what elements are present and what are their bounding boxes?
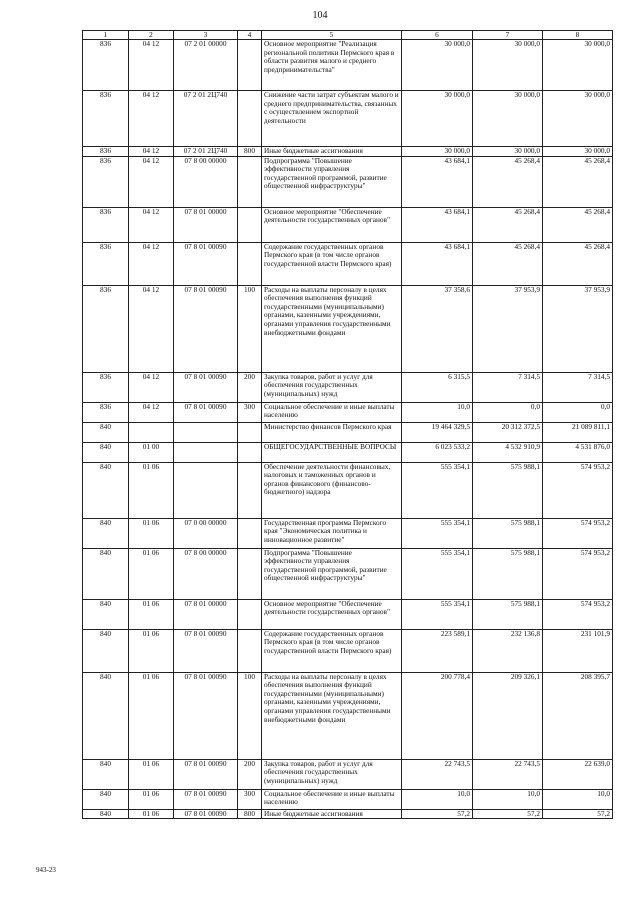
- cell-amount-year3: 0,0: [543, 402, 613, 422]
- cell-admin-code: 840: [83, 789, 129, 809]
- cell-amount-year3: 4 531 876,0: [543, 442, 613, 462]
- cell-expense-type: [238, 242, 262, 285]
- column-header: 7: [473, 31, 543, 40]
- cell-item-name: Основное мероприятие "Обеспечение деятельности государственных органов": [262, 599, 402, 629]
- cell-item-name: Содержание государственных органов Пермского края (в том числе органов государственной власти Пермского края): [262, 242, 402, 285]
- cell-target-article: 07 8 01 00000: [174, 207, 238, 242]
- table-row: [83, 789, 613, 809]
- page-number: 104: [312, 10, 328, 21]
- cell-amount-year1: 6 023 533,2: [402, 442, 473, 462]
- cell-target-article: 07 8 00 00000: [174, 156, 238, 207]
- cell-amount-year1: 22 743,5: [402, 759, 473, 789]
- cell-amount-year2: 232 136,8: [473, 629, 543, 672]
- cell-item-name: Подпрограмма "Повышение эффективности управления государственной программой, развитие общественной инфраструктуры": [262, 156, 402, 207]
- cell-expense-type: [238, 91, 262, 147]
- cell-amount-year1: 43 684,1: [402, 207, 473, 242]
- cell-item-name: Государственная программа Пермского края "Экономическая политика и инновационное развитие": [262, 518, 402, 548]
- cell-expense-type: [238, 207, 262, 242]
- cell-item-name: Подпрограмма "Повышение эффективности управления государственной программой, развитие общественной инфраструктуры": [262, 548, 402, 599]
- table-row: [83, 147, 613, 157]
- cell-amount-year3: 574 953,2: [543, 599, 613, 629]
- cell-amount-year3: 10,0: [543, 789, 613, 809]
- cell-admin-code: 840: [83, 442, 129, 462]
- table-row: [83, 242, 613, 285]
- cell-section-code: 04 12: [129, 147, 174, 157]
- cell-amount-year1: 555 354,1: [402, 518, 473, 548]
- cell-amount-year1: 30 000,0: [402, 91, 473, 147]
- cell-expense-type: [238, 548, 262, 599]
- cell-target-article: 07 8 01 00090: [174, 809, 238, 819]
- cell-amount-year3: 574 953,2: [543, 518, 613, 548]
- cell-amount-year1: 37 358,6: [402, 285, 473, 372]
- cell-section-code: 01 06: [129, 789, 174, 809]
- cell-amount-year2: 20 312 372,5: [473, 422, 543, 442]
- cell-amount-year3: 57,2: [543, 809, 613, 819]
- cell-amount-year2: 575 988,1: [473, 599, 543, 629]
- cell-amount-year3: 45 268,4: [543, 242, 613, 285]
- cell-admin-code: 836: [83, 285, 129, 372]
- cell-section-code: 04 12: [129, 402, 174, 422]
- cell-amount-year1: 223 589,1: [402, 629, 473, 672]
- cell-admin-code: 840: [83, 629, 129, 672]
- cell-section-code: 01 06: [129, 518, 174, 548]
- cell-expense-type: [238, 40, 262, 91]
- footer-code: 943-23: [36, 866, 56, 874]
- cell-expense-type: [238, 599, 262, 629]
- cell-item-name: Основное мероприятие "Обеспечение деятельности государственных органов": [262, 207, 402, 242]
- cell-admin-code: 840: [83, 809, 129, 819]
- cell-target-article: 07 8 01 00090: [174, 759, 238, 789]
- table-row: [83, 462, 613, 518]
- cell-amount-year1: 30 000,0: [402, 147, 473, 157]
- cell-amount-year3: 231 101,9: [543, 629, 613, 672]
- cell-item-name: ОБЩЕГОСУДАРСТВЕННЫЕ ВОПРОСЫ: [262, 442, 402, 462]
- cell-admin-code: 840: [83, 599, 129, 629]
- cell-amount-year2: 57,2: [473, 809, 543, 819]
- cell-section-code: 01 06: [129, 672, 174, 759]
- cell-expense-type: 100: [238, 285, 262, 372]
- cell-section-code: 01 00: [129, 442, 174, 462]
- cell-amount-year3: 208 395,7: [543, 672, 613, 759]
- cell-admin-code: 836: [83, 156, 129, 207]
- cell-amount-year3: 7 314,5: [543, 372, 613, 402]
- cell-amount-year3: 45 268,4: [543, 207, 613, 242]
- cell-amount-year1: 6 315,5: [402, 372, 473, 402]
- cell-amount-year2: 575 988,1: [473, 548, 543, 599]
- table-row: [83, 518, 613, 548]
- table-row: [83, 599, 613, 629]
- cell-target-article: 07 8 01 00090: [174, 242, 238, 285]
- cell-item-name: Министерство финансов Пермского края: [262, 422, 402, 442]
- cell-expense-type: [238, 629, 262, 672]
- cell-admin-code: 840: [83, 462, 129, 518]
- table-row: [83, 402, 613, 422]
- cell-expense-type: 200: [238, 759, 262, 789]
- table-body: [83, 40, 613, 819]
- cell-section-code: 01 06: [129, 629, 174, 672]
- cell-admin-code: 836: [83, 402, 129, 422]
- cell-admin-code: 836: [83, 91, 129, 147]
- cell-item-name: Снижение части затрат субъектам малого и среднего предпринимательства, связанных с осуществлением экспортной деятельности: [262, 91, 402, 147]
- cell-expense-type: 300: [238, 789, 262, 809]
- cell-expense-type: [238, 156, 262, 207]
- table-row: [83, 207, 613, 242]
- table-row: [83, 156, 613, 207]
- cell-expense-type: [238, 422, 262, 442]
- column-header: 3: [174, 31, 238, 40]
- cell-target-article: [174, 442, 238, 462]
- table-row: [83, 759, 613, 789]
- cell-amount-year2: 22 743,5: [473, 759, 543, 789]
- cell-section-code: 01 06: [129, 599, 174, 629]
- cell-target-article: 07 2 01 2Ц740: [174, 91, 238, 147]
- cell-item-name: Содержание государственных органов Пермского края (в том числе органов государственной власти Пермского края): [262, 629, 402, 672]
- cell-target-article: 07 2 01 00000: [174, 40, 238, 91]
- table-row: [83, 809, 613, 819]
- cell-expense-type: 300: [238, 402, 262, 422]
- cell-item-name: Социальное обеспечение и иные выплаты населению: [262, 789, 402, 809]
- table-row: [83, 672, 613, 759]
- column-header: 1: [83, 31, 129, 40]
- cell-amount-year1: 10,0: [402, 789, 473, 809]
- table-row: [83, 442, 613, 462]
- cell-expense-type: 200: [238, 372, 262, 402]
- cell-amount-year1: 30 000,0: [402, 40, 473, 91]
- cell-target-article: [174, 462, 238, 518]
- cell-amount-year2: 7 314,5: [473, 372, 543, 402]
- cell-section-code: 01 06: [129, 809, 174, 819]
- cell-section-code: 04 12: [129, 207, 174, 242]
- cell-target-article: 07 2 01 2Ц740: [174, 147, 238, 157]
- cell-target-article: 07 8 01 00090: [174, 629, 238, 672]
- cell-item-name: Иные бюджетные ассигнования: [262, 809, 402, 819]
- cell-expense-type: 800: [238, 147, 262, 157]
- cell-target-article: 07 8 01 00090: [174, 402, 238, 422]
- cell-expense-type: [238, 462, 262, 518]
- cell-target-article: 07 8 01 00090: [174, 789, 238, 809]
- cell-target-article: 07 0 00 00000: [174, 518, 238, 548]
- column-header: 8: [543, 31, 613, 40]
- cell-admin-code: 836: [83, 242, 129, 285]
- cell-section-code: 01 06: [129, 759, 174, 789]
- cell-amount-year2: 45 268,4: [473, 207, 543, 242]
- table-row: [83, 372, 613, 402]
- cell-item-name: Закупка товаров, работ и услуг для обеспечения государственных (муниципальных) нужд: [262, 759, 402, 789]
- cell-amount-year2: 37 953,9: [473, 285, 543, 372]
- cell-admin-code: 840: [83, 548, 129, 599]
- column-header: 5: [262, 31, 402, 40]
- cell-item-name: Обеспечение деятельности финансовых, налоговых и таможенных органов и органов финансового (финансово-бюджетного) надзора: [262, 462, 402, 518]
- cell-target-article: 07 8 00 00000: [174, 548, 238, 599]
- table-row: [83, 91, 613, 147]
- table-row: [83, 629, 613, 672]
- column-header: 2: [129, 31, 174, 40]
- cell-section-code: 04 12: [129, 242, 174, 285]
- cell-section-code: 04 12: [129, 285, 174, 372]
- cell-amount-year2: 30 000,0: [473, 147, 543, 157]
- cell-amount-year1: 19 464 329,5: [402, 422, 473, 442]
- cell-target-article: 07 8 01 00090: [174, 285, 238, 372]
- cell-amount-year3: 45 268,4: [543, 156, 613, 207]
- cell-section-code: 04 12: [129, 91, 174, 147]
- cell-amount-year2: 10,0: [473, 789, 543, 809]
- cell-amount-year3: 30 000,0: [543, 91, 613, 147]
- cell-amount-year3: 30 000,0: [543, 40, 613, 91]
- cell-amount-year3: 37 953,9: [543, 285, 613, 372]
- cell-item-name: Основное мероприятие "Реализация региональной политики Пермского края в области развития малого и среднего предпринимательства": [262, 40, 402, 91]
- cell-amount-year3: 574 953,2: [543, 462, 613, 518]
- cell-amount-year1: 200 778,4: [402, 672, 473, 759]
- cell-amount-year3: 30 000,0: [543, 147, 613, 157]
- cell-section-code: 01 06: [129, 548, 174, 599]
- table-row: [83, 548, 613, 599]
- cell-amount-year3: 574 953,2: [543, 548, 613, 599]
- cell-admin-code: 840: [83, 672, 129, 759]
- cell-admin-code: 840: [83, 422, 129, 442]
- cell-amount-year2: 209 326,1: [473, 672, 543, 759]
- cell-amount-year2: 575 988,1: [473, 462, 543, 518]
- cell-target-article: 07 8 01 00090: [174, 672, 238, 759]
- cell-section-code: [129, 422, 174, 442]
- cell-expense-type: [238, 518, 262, 548]
- cell-section-code: 04 12: [129, 156, 174, 207]
- cell-target-article: [174, 422, 238, 442]
- cell-section-code: 04 12: [129, 372, 174, 402]
- cell-section-code: 04 12: [129, 40, 174, 91]
- cell-expense-type: 100: [238, 672, 262, 759]
- cell-admin-code: 840: [83, 759, 129, 789]
- cell-item-name: Расходы на выплаты персоналу в целях обеспечения выполнения функций государственными (муниципальными) органами, казенными учреждениями, органами управления государственными внебюджетными фондами: [262, 285, 402, 372]
- cell-target-article: 07 8 01 00000: [174, 599, 238, 629]
- cell-amount-year1: 10,0: [402, 402, 473, 422]
- cell-target-article: 07 8 01 00090: [174, 372, 238, 402]
- table-row: [83, 285, 613, 372]
- table-row: [83, 40, 613, 91]
- cell-amount-year2: 575 988,1: [473, 518, 543, 548]
- cell-admin-code: 836: [83, 207, 129, 242]
- cell-item-name: Расходы на выплаты персоналу в целях обеспечения выполнения функций государственными (муниципальными) органами, казенными учреждениями, органами управления государственными внебюджетными фондами: [262, 672, 402, 759]
- cell-amount-year2: 45 268,4: [473, 242, 543, 285]
- cell-section-code: 01 06: [129, 462, 174, 518]
- cell-expense-type: [238, 442, 262, 462]
- cell-admin-code: 836: [83, 372, 129, 402]
- cell-amount-year3: 21 089 811,1: [543, 422, 613, 442]
- cell-admin-code: 840: [83, 518, 129, 548]
- cell-admin-code: 836: [83, 147, 129, 157]
- cell-amount-year1: 43 684,1: [402, 156, 473, 207]
- column-header: 6: [402, 31, 473, 40]
- cell-amount-year1: 555 354,1: [402, 599, 473, 629]
- cell-amount-year1: 555 354,1: [402, 462, 473, 518]
- cell-item-name: Социальное обеспечение и иные выплаты населению: [262, 402, 402, 422]
- table-row: [83, 422, 613, 442]
- cell-item-name: Закупка товаров, работ и услуг для обеспечения государственных (муниципальных) нужд: [262, 372, 402, 402]
- cell-amount-year2: 45 268,4: [473, 156, 543, 207]
- cell-amount-year3: 22 639,0: [543, 759, 613, 789]
- cell-amount-year1: 555 354,1: [402, 548, 473, 599]
- cell-item-name: Иные бюджетные ассигнования: [262, 147, 402, 157]
- budget-table: [82, 30, 613, 819]
- cell-amount-year1: 57,2: [402, 809, 473, 819]
- cell-amount-year2: 0,0: [473, 402, 543, 422]
- cell-amount-year2: 30 000,0: [473, 40, 543, 91]
- cell-admin-code: 836: [83, 40, 129, 91]
- column-header: 4: [238, 31, 262, 40]
- cell-amount-year1: 43 684,1: [402, 242, 473, 285]
- cell-amount-year2: 30 000,0: [473, 91, 543, 147]
- cell-amount-year2: 4 532 910,9: [473, 442, 543, 462]
- cell-expense-type: 800: [238, 809, 262, 819]
